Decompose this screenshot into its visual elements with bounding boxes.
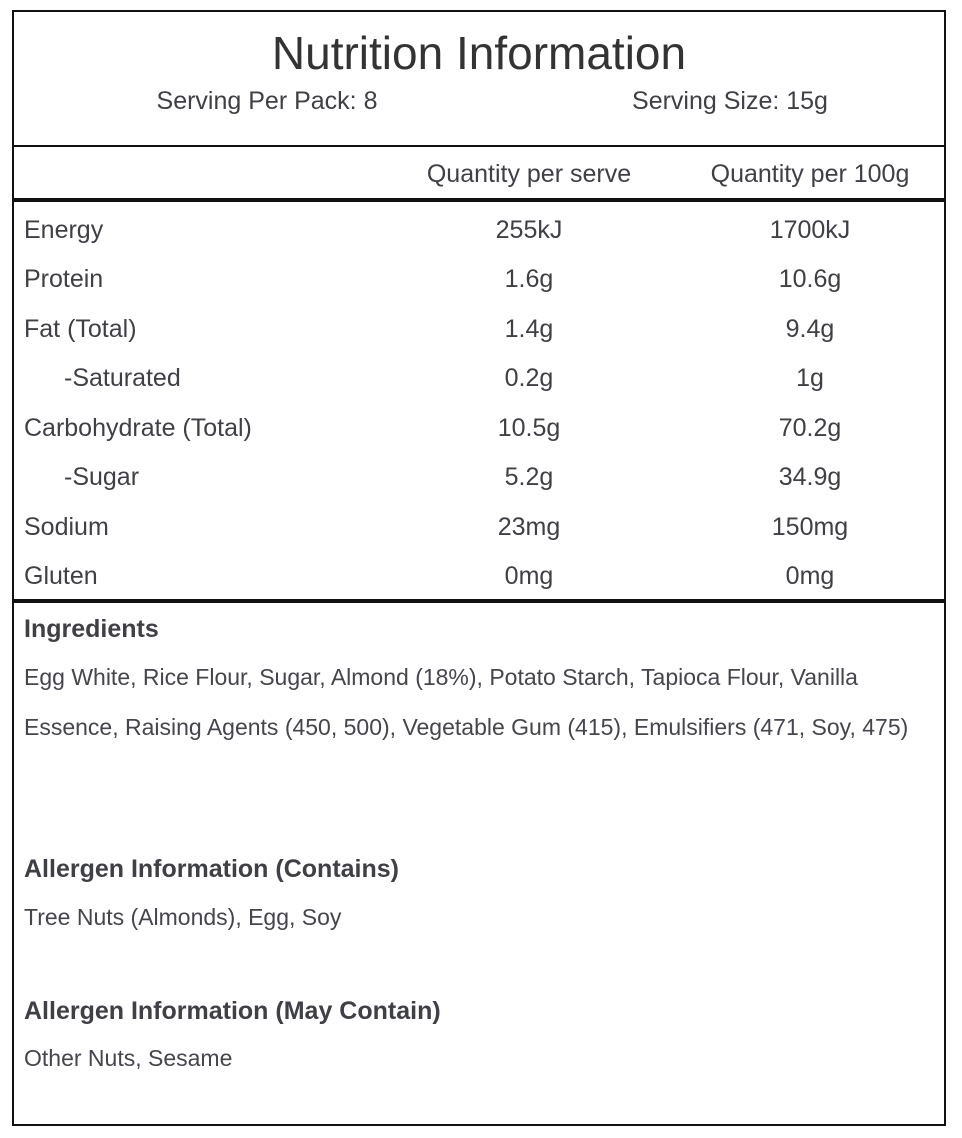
ingredients-text: Egg White, Rice Flour, Sugar, Almond (18%), Potato Starch, Tapioca Flour, Vanilla Essence, Raising Agents (450, 500), Vegetable Gum (415), Emulsifiers (471, Soy, 475) xyxy=(24,664,909,740)
panel-title: Nutrition Information xyxy=(271,27,687,79)
column-header-per-100g: Quantity per 100g xyxy=(710,160,910,188)
table-row xyxy=(14,453,944,501)
per-100g-value: 10.6g xyxy=(778,265,842,293)
per-100g-value: 34.9g xyxy=(778,463,842,491)
nutrient-name: Carbohydrate (Total) xyxy=(24,414,252,442)
serving-per-pack: Serving Per Pack: 8 xyxy=(156,87,378,115)
per-100g-value: 1g xyxy=(796,364,824,392)
allergen-may-contain-heading: Allergen Information (May Contain) xyxy=(24,997,441,1025)
per-100g-value: 0mg xyxy=(785,562,835,590)
allergen-may-contain-text: Other Nuts, Sesame xyxy=(24,1045,233,1071)
table-row xyxy=(14,552,944,600)
header-divider xyxy=(14,145,944,147)
allergen-contains-heading: Allergen Information (Contains) xyxy=(24,855,399,883)
nutrient-name: Gluten xyxy=(24,562,98,590)
per-serve-value: 255kJ xyxy=(495,216,563,244)
per-serve-value: 0.2g xyxy=(504,364,554,392)
nutrient-name: Protein xyxy=(24,265,104,293)
per-100g-value: 1700kJ xyxy=(769,216,851,244)
serving-size: Serving Size: 15g xyxy=(632,87,828,115)
per-100g-value: 9.4g xyxy=(785,315,835,343)
column-header-per-serve: Quantity per serve xyxy=(426,160,632,188)
table-head-divider xyxy=(14,198,944,202)
nutrient-name: -Sugar xyxy=(64,463,140,491)
nutrient-name: Energy xyxy=(24,216,104,244)
table-row xyxy=(14,404,944,452)
nutrition-panel xyxy=(12,10,946,1126)
per-serve-value: 0mg xyxy=(504,562,554,590)
table-row xyxy=(14,503,944,551)
per-100g-value: 150mg xyxy=(771,513,849,541)
table-row xyxy=(14,305,944,353)
nutrient-name: Sodium xyxy=(24,513,109,541)
allergen-contains-text: Tree Nuts (Almonds), Egg, Soy xyxy=(24,904,342,930)
table-row xyxy=(14,206,944,254)
table-row xyxy=(14,255,944,303)
per-serve-value: 10.5g xyxy=(497,414,561,442)
per-serve-value: 1.6g xyxy=(504,265,554,293)
per-serve-value: 5.2g xyxy=(504,463,554,491)
table-bottom-divider xyxy=(14,599,944,603)
per-100g-value: 70.2g xyxy=(778,414,842,442)
per-serve-value: 1.4g xyxy=(504,315,554,343)
ingredients-heading: Ingredients xyxy=(24,615,159,643)
nutrient-name: Fat (Total) xyxy=(24,315,137,343)
per-serve-value: 23mg xyxy=(497,513,561,541)
nutrient-name: -Saturated xyxy=(64,364,181,392)
table-row xyxy=(14,354,944,402)
